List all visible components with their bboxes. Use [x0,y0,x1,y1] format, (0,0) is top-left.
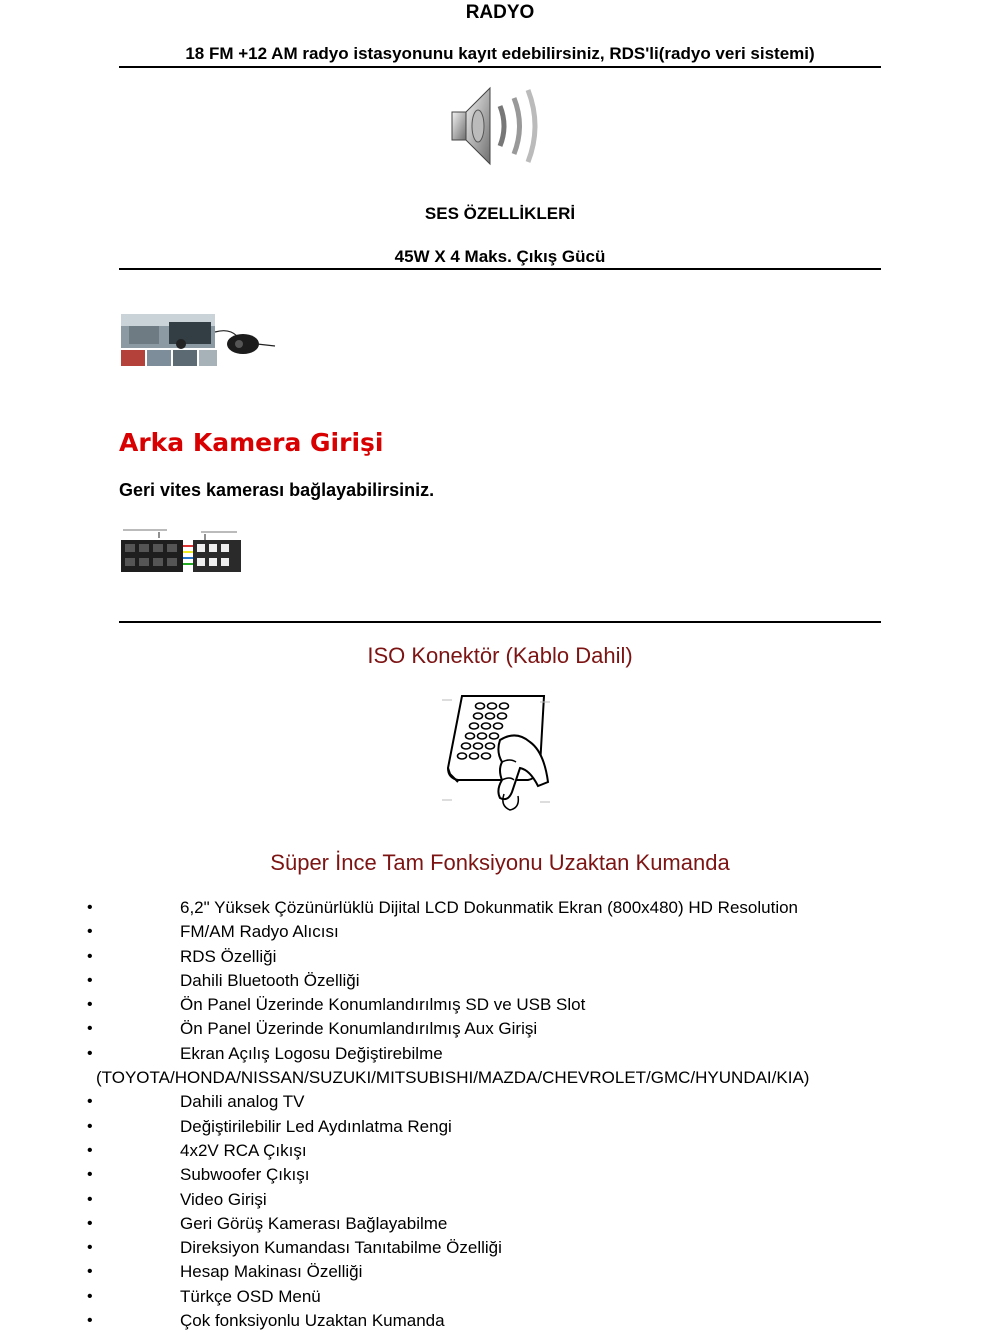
feature-text: Direksiyon Kumandası Tanıtabilme Özelliği [180,1238,502,1258]
feature-text: (TOYOTA/HONDA/NISSAN/SUZUKI/MITSUBISHI/MAZDA/CHEVROLET/GMC/HYUNDAI/KIA) [96,1068,810,1088]
audio-title: SES ÖZELLİKLERİ [424,204,576,223]
bullet-icon: • [87,1312,93,1330]
radio-description: 18 FM +12 AM radyo istasyonunu kayıt edebilirsiniz, RDS'li(radyo veri sistemi) [185,44,815,63]
bullet-icon: • [87,1214,93,1232]
feature-item [0,993,1000,1017]
feature-text: 6,2" Yüksek Çözünürlüklü Dijital LCD Dokunmatik Ekran (800x480) HD Resolution [180,898,799,917]
feature-item [0,1115,1000,1139]
feature-text: 4x2V RCA Çıkışı [180,1140,307,1160]
feature-text: Ön Panel Üzerinde Konumlandırılmış SD ve USB Slot [180,995,586,1015]
feature-text: Dahili analog TV [180,1092,305,1112]
feature-item [0,896,1000,920]
feature-item [0,1042,1000,1066]
bullet-icon: • [87,996,93,1014]
feature-item [0,1236,1000,1260]
feature-item [0,920,1000,944]
feature-item [0,1066,1000,1090]
bullet-icon: • [87,923,93,941]
remote-control-title: Süper İnce Tam Fonksiyonu Uzaktan Kumanda [270,850,730,875]
remote-control-icon [440,690,562,816]
feature-text: RDS Özelliği [180,946,277,966]
feature-item [0,1309,1000,1333]
bullet-icon: • [87,1093,93,1111]
bullet-icon: • [87,1020,93,1038]
bullet-icon: • [87,1263,93,1281]
feature-list [0,896,1000,1333]
feature-text: Hesap Makinası Özelliği [180,1262,363,1282]
divider [119,621,881,623]
feature-text: Dahili Bluetooth Özelliği [180,970,360,990]
feature-item [0,1260,1000,1284]
feature-item [0,1090,1000,1114]
feature-item [0,1188,1000,1212]
camera-description: Geri vites kamerası bağlayabilirsiniz. [119,480,435,500]
feature-item [0,1163,1000,1187]
feature-text: Video Girişi [180,1189,267,1209]
feature-text: FM/AM Radyo Alıcısı [180,922,339,942]
rear-camera-image [119,310,277,370]
feature-item [0,1139,1000,1163]
feature-text: Subwoofer Çıkışı [180,1165,310,1185]
feature-item [0,1212,1000,1236]
iso-connector-image [119,526,243,576]
bullet-icon: • [87,899,93,916]
bullet-icon: • [87,1166,93,1184]
feature-text: Değiştirilebilir Led Aydınlatma Rengi [180,1116,452,1136]
feature-item [0,1017,1000,1041]
speaker-icon [446,84,554,168]
bullet-icon: • [87,1044,93,1062]
radio-title: RADYO [465,2,535,23]
feature-item [0,945,1000,969]
bullet-icon: • [87,1117,93,1135]
feature-text: Ekran Açılış Logosu Değiştirebilme [180,1043,443,1063]
audio-description: 45W X 4 Maks. Çıkış Gücü [394,247,606,266]
bullet-icon: • [87,971,93,989]
divider [119,268,881,270]
iso-connector-title: ISO Konektör (Kablo Dahil) [367,643,633,668]
camera-title: Arka Kamera Girişi [119,428,384,457]
bullet-icon: • [87,1141,93,1159]
bullet-icon: • [87,1190,93,1208]
feature-text: Geri Görüş Kamerası Bağlayabilme [180,1213,448,1233]
feature-text: Ön Panel Üzerinde Konumlandırılmış Aux Girişi [180,1019,538,1039]
divider [119,66,881,68]
feature-item [0,1285,1000,1309]
feature-text: Türkçe OSD Menü [180,1286,321,1306]
feature-text: Çok fonksiyonlu Uzaktan Kumanda [180,1311,445,1331]
bullet-icon: • [87,1287,93,1305]
bullet-icon: • [87,947,93,965]
feature-item [0,969,1000,993]
bullet-icon: • [87,1239,93,1257]
